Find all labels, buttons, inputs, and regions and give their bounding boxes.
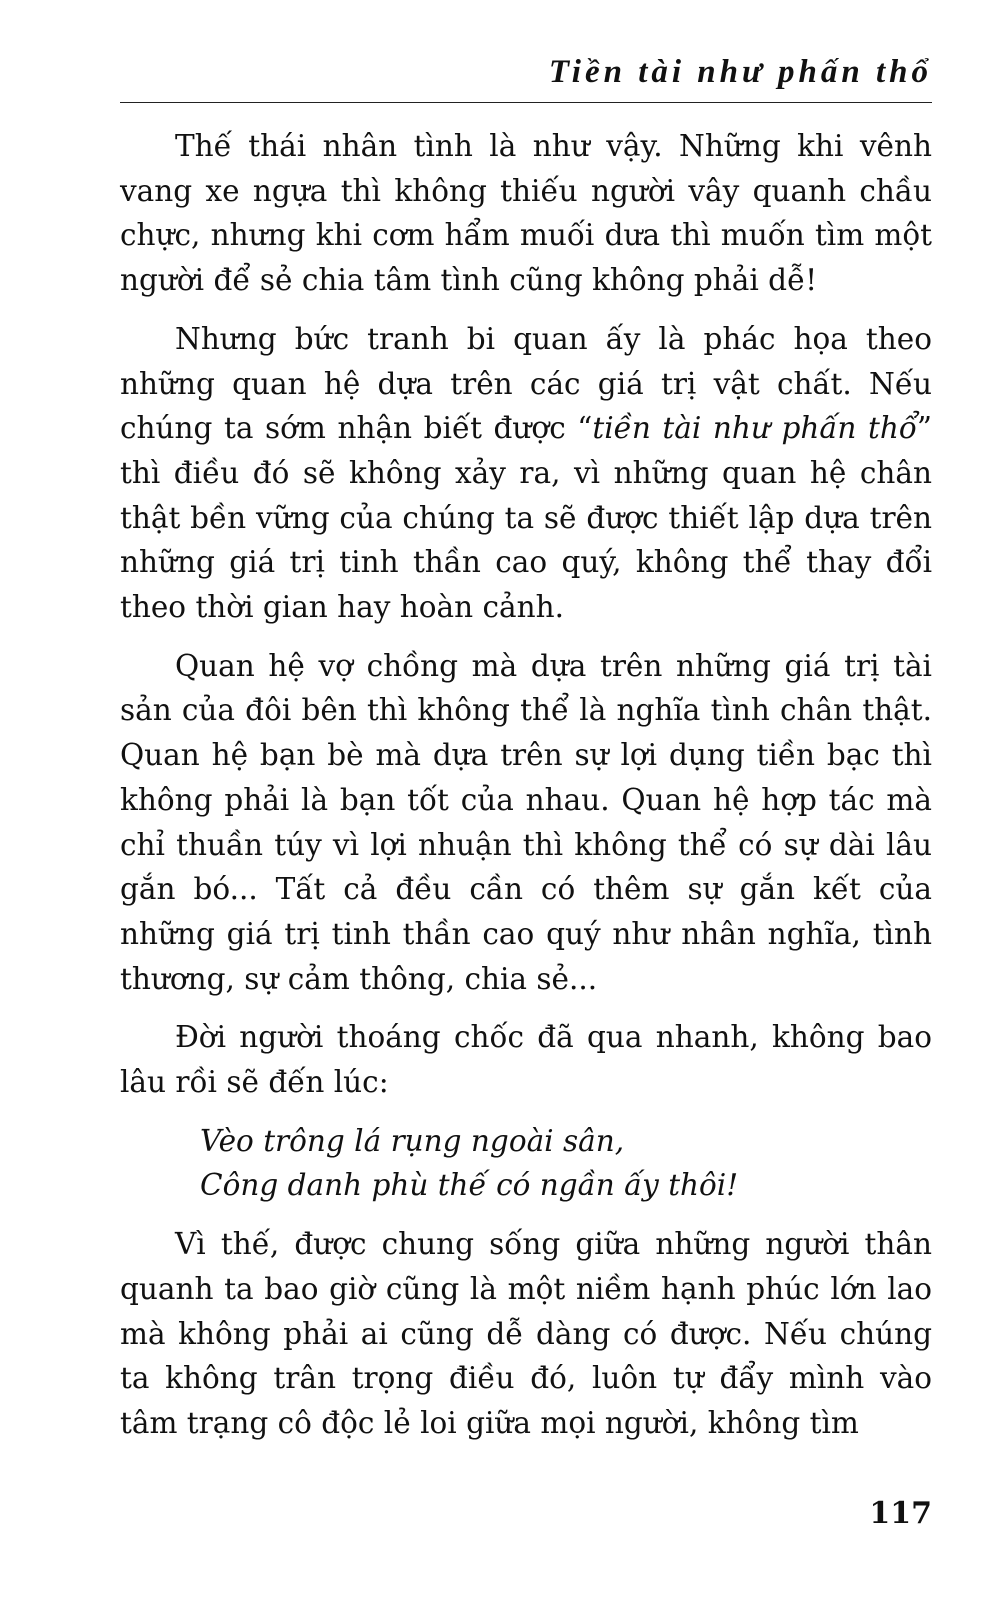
paragraph-5: Vì thế, được chung sống giữa những người thân quanh ta bao giờ cũng là một niềm hạnh phúc lớn lao mà không phải ai cũng dễ dàng có được. Nếu chúng ta không trân trọng điều đó, luôn tự đẩy mình vào tâm trạng cô độc lẻ loi giữa mọi người, không tìm	[120, 1227, 932, 1440]
paragraph-2-italic-quote: tiền tài như phấn thổ	[592, 411, 917, 446]
running-header	[120, 50, 932, 103]
verse-line-1: Vèo trông lá rụng ngoài sân,	[200, 1123, 625, 1158]
page-body	[120, 124, 932, 1460]
verse-block	[200, 1119, 932, 1208]
paragraph-3: Quan hệ vợ chồng mà dựa trên những giá trị tài sản của đôi bên thì không thể là nghĩa tình chân thật. Quan hệ bạn bè mà dựa trên sự lợi dụng tiền bạc thì không phải là bạn tốt của nhau. Quan hệ hợp tác mà chỉ thuần túy vì lợi nhuận thì không thể có sự dài lâu gắn bó... Tất cả đều cần có thêm sự gắn kết của những giá trị tinh thần cao quý như nhân nghĩa, tình thương, sự cảm thông, chia sẻ...	[120, 648, 932, 996]
paragraph-2-text-end: ” thì điều đó sẽ không xảy ra, vì những quan hệ chân thật bền vững của chúng ta sẽ được thiết lập dựa trên những giá trị tinh thần cao quý, không thể thay đổi theo thời gian hay hoàn cảnh.	[120, 411, 933, 625]
verse-line-2: Công danh phù thế có ngần ấy thôi!	[200, 1168, 739, 1203]
paragraph-2	[120, 317, 932, 630]
page-number: 117	[869, 1496, 932, 1531]
running-header-title: Tiền tài như phấn thổ	[548, 54, 932, 90]
paragraph-4: Đời người thoáng chốc đã qua nhanh, không bao lâu rồi sẽ đến lúc:	[120, 1020, 932, 1100]
paragraph-2-text-start: Nhưng bức tranh bi quan ấy là phác họa theo những quan hệ dựa trên các giá trị vật chất. Nếu chúng ta sớm nhận biết được “	[120, 321, 932, 446]
paragraph-1: Thế thái nhân tình là như vậy. Những khi vênh vang xe ngựa thì không thiếu người vây quanh chầu chực, nhưng khi cơm hẩm muối dưa thì muốn tìm một người để sẻ chia tâm tình cũng không phải dễ!	[120, 129, 932, 298]
